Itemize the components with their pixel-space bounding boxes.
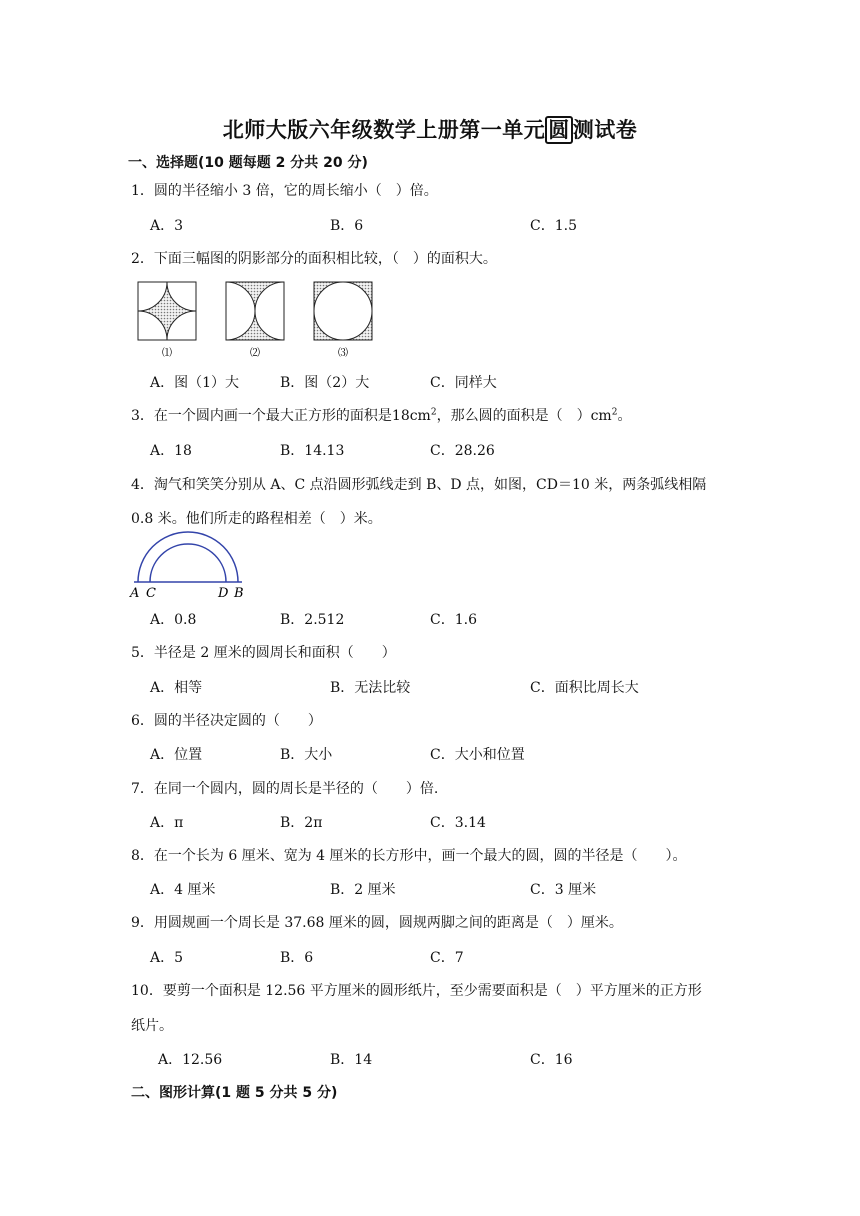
q9-option-b: B．6 bbox=[280, 950, 314, 966]
question-4-line-2: 0.8 米。他们所走的路程相差（ ）米。 bbox=[131, 511, 382, 527]
question-8: 8．在一个长为 6 厘米、宽为 4 厘米的长方形中，画一个最大的圆，圆的半径是（ ）。 bbox=[131, 848, 687, 864]
q2-option-c: C．同样大 bbox=[430, 375, 497, 391]
q7-option-a: A．π bbox=[150, 815, 184, 831]
question-9: 9．用圆规画一个周长是 37.68 厘米的圆，圆规两脚之间的距离是（ ）厘米。 bbox=[131, 915, 623, 931]
q9-option-c: C．7 bbox=[430, 950, 464, 966]
question-4: 4．淘气和笑笑分别从 A、C 点沿圆形弧线走到 B、D 点，如图，CD＝10 米，两条弧线相隔 bbox=[131, 477, 707, 493]
q1-option-a: A．3 bbox=[150, 218, 184, 234]
q5-option-b: B．无法比较 bbox=[330, 680, 411, 696]
section-2-heading: 二、图形计算(1 题 5 分共 5 分) bbox=[131, 1085, 338, 1101]
page-title: 北师大版六年级数学上册第一单元 圆 测试卷 bbox=[222, 118, 638, 142]
q4-option-a: A．0.8 bbox=[150, 612, 197, 628]
figure-3-label: ⑶ bbox=[338, 348, 348, 359]
q6-option-b: B．大小 bbox=[280, 747, 333, 763]
figure-2 bbox=[197, 282, 313, 340]
question-5: 5．半径是 2 厘米的圆周长和面积（ ） bbox=[131, 645, 396, 661]
q4-option-c: C．1.6 bbox=[430, 612, 477, 628]
q1-option-b: B．6 bbox=[330, 218, 364, 234]
figure-1-label: ⑴ bbox=[162, 348, 172, 359]
q8-option-c: C．3 厘米 bbox=[530, 882, 597, 898]
title-boxed-char: 圆 bbox=[545, 116, 573, 144]
q8-option-a: A．4 厘米 bbox=[150, 882, 216, 898]
q9-option-a: A．5 bbox=[150, 950, 184, 966]
section-1-heading: 一、选择题(10 题每题 2 分共 20 分) bbox=[128, 155, 368, 171]
question-7: 7．在同一个圆内，圆的周长是半径的（ ）倍. bbox=[131, 781, 439, 797]
question-10: 10．要剪一个面积是 12.56 平方厘米的圆形纸片，至少需要面积是（ ）平方厘米的正方形 bbox=[131, 983, 702, 999]
point-b-label: B bbox=[234, 586, 244, 601]
question-10-line-2: 纸片。 bbox=[131, 1018, 173, 1034]
point-d-label: D bbox=[218, 586, 229, 601]
point-c-label: C bbox=[146, 586, 156, 601]
q4-option-b: B．2.512 bbox=[280, 612, 345, 628]
point-a-label: A bbox=[130, 586, 140, 601]
q6-option-a: A．位置 bbox=[150, 747, 203, 763]
q5-option-c: C．面积比周长大 bbox=[530, 680, 639, 696]
figure-3 bbox=[314, 282, 372, 340]
question-6: 6．圆的半径决定圆的（ ） bbox=[131, 713, 322, 729]
q1-option-c: C．1.5 bbox=[530, 218, 577, 234]
q6-option-c: C．大小和位置 bbox=[430, 747, 525, 763]
figure-1 bbox=[130, 278, 225, 362]
figure-2-label: ⑵ bbox=[250, 348, 260, 359]
q5-option-a: A．相等 bbox=[150, 680, 203, 696]
q10-option-c: C．16 bbox=[530, 1052, 573, 1068]
q10-option-b: B．14 bbox=[330, 1052, 373, 1068]
question-2: 2．下面三幅图的阴影部分的面积相比较，（ ）的面积大。 bbox=[131, 251, 497, 267]
question-2-figures bbox=[130, 278, 390, 362]
q2-option-b: B．图（2）大 bbox=[280, 375, 370, 391]
q3-option-a: A．18 bbox=[150, 443, 192, 459]
q3-option-b: B．14.13 bbox=[280, 443, 345, 459]
q7-option-c: C．3.14 bbox=[430, 815, 486, 831]
q7-option-b: B．2π bbox=[280, 815, 323, 831]
q3-option-c: C．28.26 bbox=[430, 443, 495, 459]
q8-option-b: B．2 厘米 bbox=[330, 882, 396, 898]
question-3: 3．在一个圆内画一个最大正方形的面积是$18cm^2$，那么圆的面积是（ ）$cm^2$。 bbox=[131, 407, 632, 424]
question-4-figure bbox=[128, 528, 248, 602]
q2-option-a: A．图（1）大 bbox=[150, 375, 240, 391]
q10-option-a: A．12.56 bbox=[158, 1052, 223, 1068]
question-1: 1．圆的半径缩小 3 倍，它的周长缩小（ ）倍。 bbox=[131, 183, 438, 199]
